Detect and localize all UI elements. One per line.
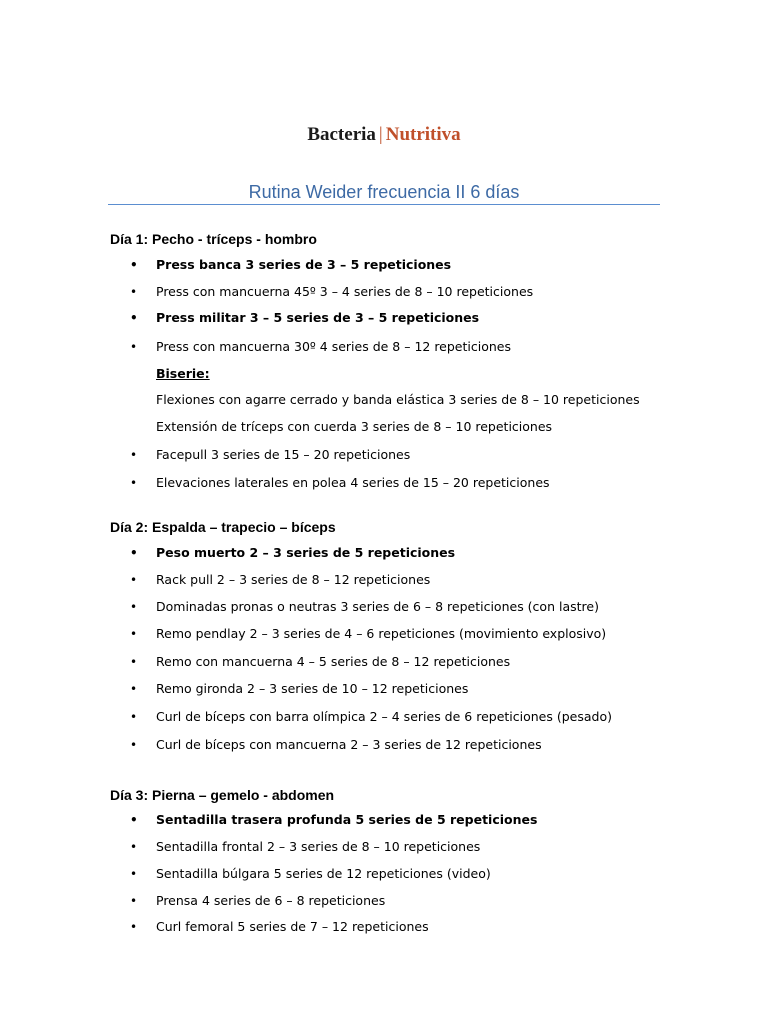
logo-part-1: Bacteria xyxy=(307,124,376,145)
day-2-item-4: • Remo pendlay 2 – 3 series de 4 – 6 repeticiones (movimiento explosivo) xyxy=(156,626,606,642)
day-3-heading: Día 3: Pierna – gemelo - abdomen xyxy=(110,787,335,803)
day-1-item-1: • Press banca 3 series de 3 – 5 repeticiones xyxy=(156,257,451,273)
day-1-item-3: • Press militar 3 – 5 series de 3 – 5 repeticiones xyxy=(156,310,479,326)
day-2-item-3: • Dominadas pronas o neutras 3 series de 6 – 8 repeticiones (con lastre) xyxy=(156,599,599,615)
title-divider xyxy=(108,204,660,205)
superset-label: Biserie: xyxy=(156,366,210,381)
day-2-item-2: • Rack pull 2 – 3 series de 8 – 12 repeticiones xyxy=(156,572,430,588)
day-1-item-9: • Elevaciones laterales en polea 4 series de 15 – 20 repeticiones xyxy=(156,475,550,491)
day-1-item-2: • Press con mancuerna 45º 3 – 4 series de 8 – 10 repeticiones xyxy=(156,284,533,300)
day-3-item-4: • Prensa 4 series de 6 – 8 repeticiones xyxy=(156,893,385,909)
day-1-heading: Día 1: Pecho - tríceps - hombro xyxy=(110,231,317,247)
superset-exercise-2: Extensión de tríceps con cuerda 3 series de 8 – 10 repeticiones xyxy=(156,419,553,434)
day-3-item-2: • Sentadilla frontal 2 – 3 series de 8 – 10 repeticiones xyxy=(156,839,480,855)
day-3-item-5: • Curl femoral 5 series de 7 – 12 repeticiones xyxy=(156,919,429,935)
document-title: Rutina Weider frecuencia II 6 días xyxy=(248,182,520,202)
day-1-item-8: • Facepull 3 series de 15 – 20 repeticiones xyxy=(156,447,410,463)
day-2-heading: Día 2: Espalda – trapecio – bíceps xyxy=(110,519,336,535)
day-2-item-6: • Remo gironda 2 – 3 series de 10 – 12 repeticiones xyxy=(156,681,468,697)
superset-exercise-1: Flexiones con agarre cerrado y banda elástica 3 series de 8 – 10 repeticiones xyxy=(156,392,640,407)
logo-separator: | xyxy=(378,124,383,145)
day-2-item-7: • Curl de bíceps con barra olímpica 2 – 4 series de 6 repeticiones (pesado) xyxy=(156,709,612,725)
logo-part-2: Nutritiva xyxy=(385,124,461,145)
day-2-item-5: • Remo con mancuerna 4 – 5 series de 8 – 12 repeticiones xyxy=(156,654,510,670)
day-2-item-8: • Curl de bíceps con mancuerna 2 – 3 series de 12 repeticiones xyxy=(156,737,542,753)
day-3-item-3: • Sentadilla búlgara 5 series de 12 repeticiones (video) xyxy=(156,866,491,882)
day-2-item-1: • Peso muerto 2 – 3 series de 5 repeticiones xyxy=(156,545,455,561)
brand-logo xyxy=(0,123,768,147)
day-1-item-4: • Press con mancuerna 30º 4 series de 8 – 12 repeticiones xyxy=(156,339,511,355)
day-3-item-1: • Sentadilla trasera profunda 5 series de 5 repeticiones xyxy=(156,812,537,828)
